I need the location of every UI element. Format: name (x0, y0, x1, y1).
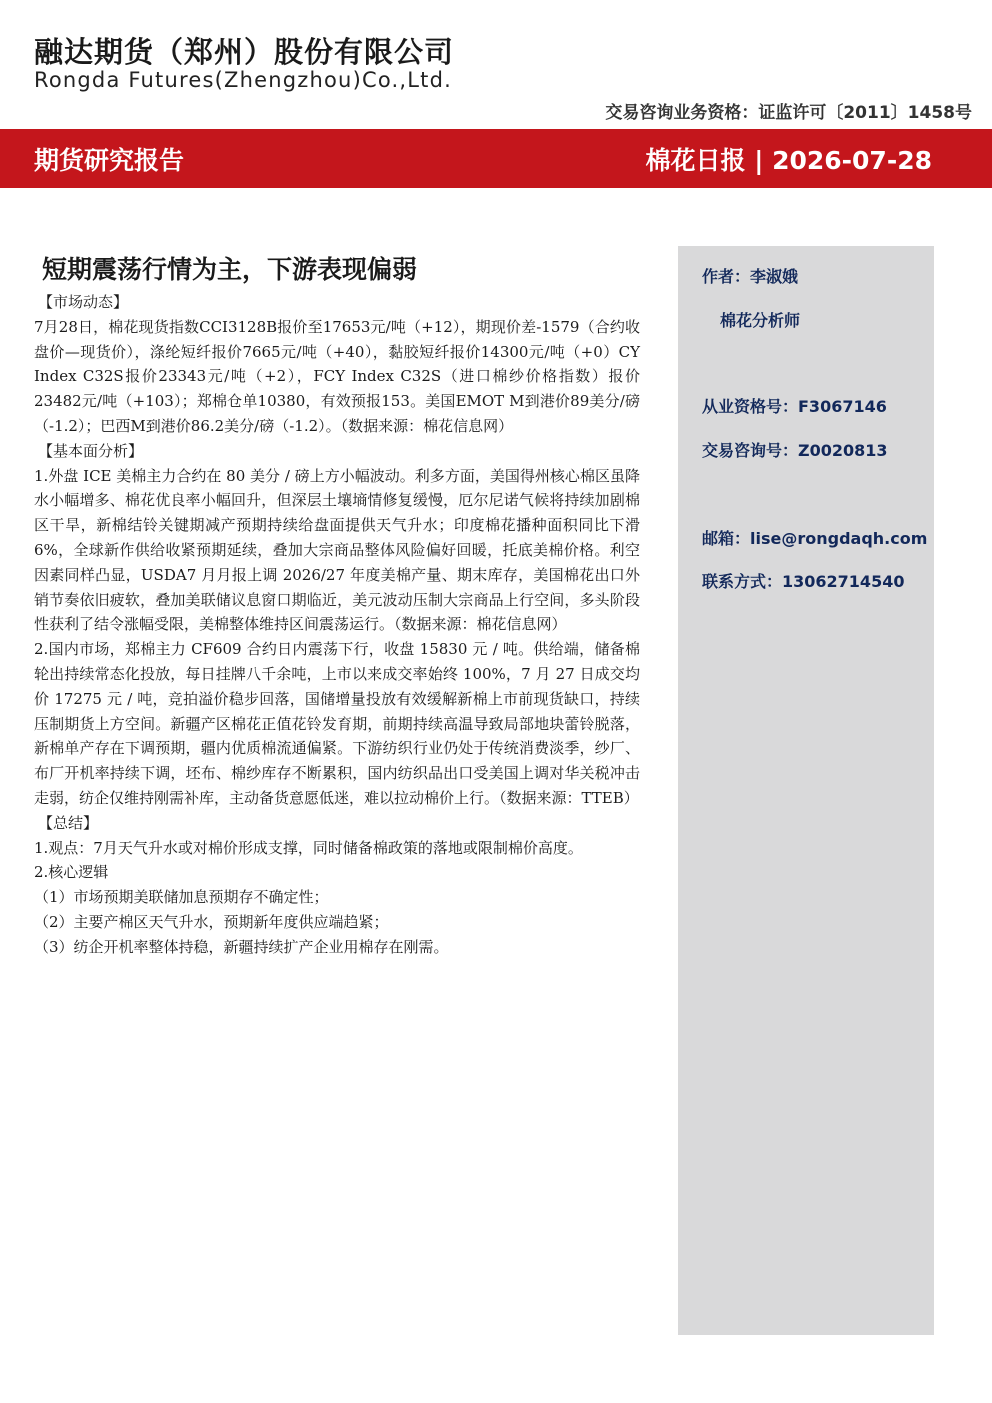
logic-item-1: （1）市场预期美联储加息预期存不确定性； (34, 888, 329, 907)
market-heading: 【市场动态】 (38, 293, 129, 311)
logic-item-3: （3）纺企开机率整体持稳，新疆持续扩产企业用棉存在刚需。 (34, 937, 449, 956)
report-banner (0, 129, 992, 188)
author-sidebar (678, 246, 934, 1335)
qualification-text: 交易咨询业务资格：证监许可〔2011〕1458号 (605, 103, 972, 123)
article-body (34, 250, 640, 960)
fundamental-paragraph-2: 2.国内市场，郑棉主力 CF609 合约日内震荡下行，收盘 15830 元 / 吨。供给端，储备棉轮出持续常态化投放，每日挂牌八千余吨，上市以来成交率始终 100%，7 月 27 日成交均价 17275 元 / 吨，竞拍溢价稳步回落，国储增量投放有效缓解新棉上市前现货缺口，持续压制期货上方空间。新疆产区棉花正值花铃发育期，前期持续高温导致局部地块蕾铃脱落，新棉单产存在下调预期，疆内优质棉流通偏紧。下游纺织行业仍处于传统消费淡季，纱厂、布厂开机率持续下调，坯布、棉纱库存不断累积，国内纺织品出口受美国上调对华关税冲击走弱，纺企仅维持刚需补库，主动备货意愿低迷，难以拉动棉价上行。（数据来源：TTEB） (34, 640, 640, 807)
banner-report-type: 期货研究报告 (34, 146, 185, 175)
phone-number: 联系方式：13062714540 (702, 572, 905, 591)
company-name-en: Rongda Futures(Zhengzhou)Co.,Ltd. (34, 68, 452, 92)
license-number: 从业资格号：F3067146 (702, 397, 887, 416)
email-link[interactable]: 邮箱：lise@rongdaqh.com (702, 529, 928, 548)
article-title: 短期震荡行情为主，下游表现偏弱 (42, 255, 418, 284)
consult-number: 交易咨询号：Z0020813 (702, 441, 888, 460)
author-role: 棉花分析师 (720, 311, 801, 330)
summary-logic-heading: 2.核心逻辑 (34, 863, 109, 882)
market-paragraph: 7月28日，棉花现货指数CCI3128B报价至17653元/吨（+12），期现价差-1579（合约收盘价—现货价），涤纶短纤报价7665元/吨（+40），黏胶短纤报价14300元/吨（+0）CY Index C32S报价23343元/吨（+2），FCY Index C32S（进口棉纱价格指数）报价23482元/吨（+103）；郑棉仓单10380，有效预报153。美国EMOT M到港价89美分/磅（-1.2）；巴西M到港价86.2美分/磅（-1.2）。（数据来源：棉花信息网） (34, 317, 640, 435)
fundamental-paragraph-1: 1.外盘 ICE 美棉主力合约在 80 美分 / 磅上方小幅波动。利多方面，美国得州核心棉区虽降水小幅增多、棉花优良率小幅回升，但深层土壤墒情修复缓慢，厄尔尼诺气候将持续加剧棉区干旱，新棉结铃关键期减产预期持续给盘面提供天气升水；印度棉花播种面积同比下滑 6%，全球新作供给收紧预期延续，叠加大宗商品整体风险偏好回暖，托底美棉价格。利空因素同样凸显，USDA7 月月报上调 2026/27 年度美棉产量、期末库存，美国棉花出口外销节奏依旧疲软，叠加美联储议息窗口期临近，美元波动压制大宗商品上行空间，多头阶段性获利了结令涨幅受限，美棉整体维持区间震荡运行。（数据来源：棉花信息网） (34, 466, 640, 634)
company-name-cn: 融达期货（郑州）股份有限公司 (34, 35, 455, 69)
fundamental-heading: 【基本面分析】 (38, 441, 144, 460)
banner-report-date: 棉花日报 | 2026-07-28 (645, 146, 932, 175)
logic-item-2: （2）主要产棉区天气升水，预期新年度供应端趋紧； (34, 912, 389, 931)
summary-view: 1.观点：7月天气升水或对棉价形成支撑，同时储备棉政策的落地或限制棉价高度。 (34, 838, 583, 857)
summary-heading: 【总结】 (38, 813, 99, 832)
author-name: 作者：李淑娥 (702, 267, 799, 286)
